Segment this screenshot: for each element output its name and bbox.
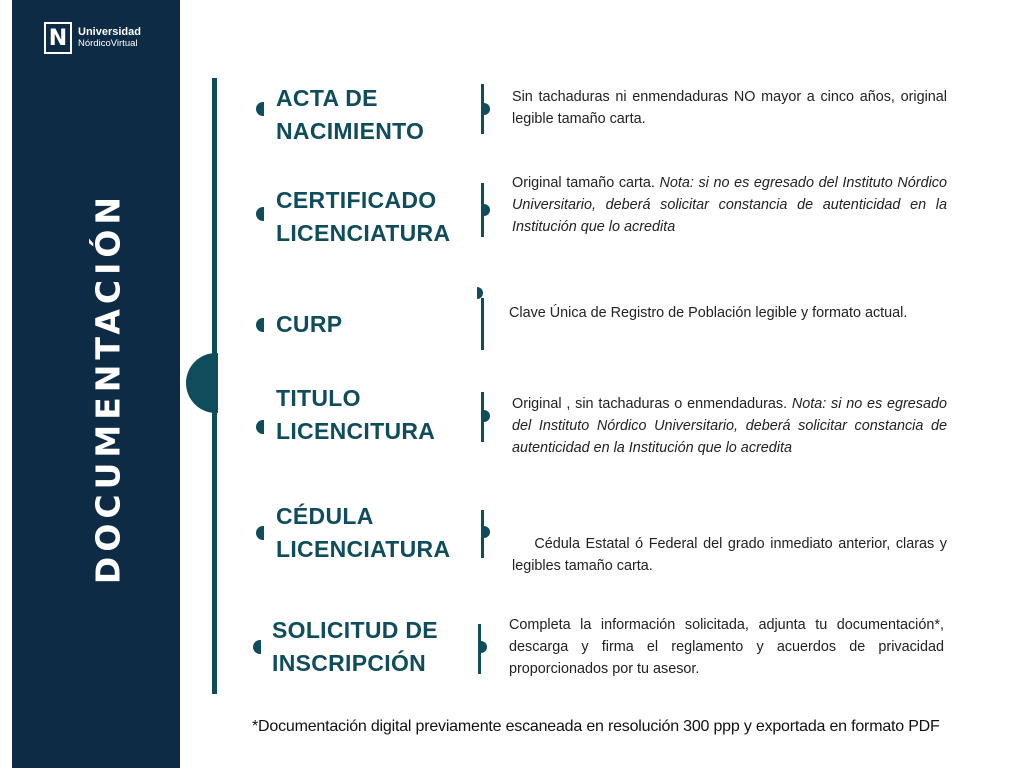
divider-dot (484, 103, 490, 115)
divider-line (481, 298, 484, 350)
description-text: Clave Única de Registro de Población legible y formato actual. (509, 305, 908, 321)
heading-line: NACIMIENTO (276, 118, 425, 144)
heading-line: ACTA DE (276, 85, 378, 111)
item-heading-certificado (276, 184, 450, 250)
logo-line-2: NórdicoVirtual (78, 37, 138, 49)
sidebar (12, 0, 180, 768)
description-text: Original , sin tachaduras o enmendaduras. (512, 396, 788, 412)
divider-dot (484, 526, 490, 538)
item-heading-cedula (276, 500, 450, 566)
logo-n-icon: N (44, 22, 72, 54)
footnote: *Documentación digital previamente escaneada en resolución 300 ppp y exportada en formato PDF (252, 718, 940, 735)
description-text: Original tamaño carta. (512, 175, 655, 191)
item-heading-acta (276, 82, 424, 148)
logo-text (78, 27, 141, 49)
logo-line-1: Universidad (78, 26, 141, 39)
item-description-solicitud (509, 614, 944, 680)
page-title: DOCUMENTACIÓN (88, 191, 128, 585)
timeline-dot (256, 420, 264, 434)
timeline-dot (256, 102, 264, 116)
university-logo (44, 14, 141, 62)
heading-line: INSCRIPCIÓN (272, 650, 427, 676)
heading-line: LICENCIATURA (276, 536, 451, 562)
timeline-dot (256, 318, 264, 332)
item-description-curp (509, 302, 945, 324)
item-heading-solicitud (272, 614, 438, 680)
item-description-titulo (512, 393, 947, 459)
timeline-dot (253, 640, 261, 654)
description-note: Nota: si no es egresado del Instituto Nórdico Universitario, deberá solicitar constancia de autenticidad en la Institución que lo acredita (512, 396, 947, 456)
timeline-dot (256, 526, 264, 540)
item-description-certificado (512, 172, 947, 238)
divider-dot (484, 410, 490, 422)
description-text: Sin tachaduras ni enmendaduras NO mayor a cinco años, original legible tamaño carta. (512, 89, 947, 127)
heading-line: SOLICITUD DE (272, 617, 438, 643)
heading-line: CERTIFICADO (276, 187, 437, 213)
item-heading-titulo (276, 382, 435, 448)
heading-line: LICENCIATURA (276, 220, 451, 246)
item-description-acta (512, 86, 947, 130)
heading-line: LICENCITURA (276, 418, 436, 444)
divider-dot (484, 204, 490, 216)
description-text: Completa la información solicitada, adjunta tu documentación*, descarga y firma el reglamento y acuerdos de privacidad proporcionados por tu asesor. (509, 617, 944, 677)
heading-line: CÉDULA (276, 503, 374, 529)
heading-line: CURP (276, 311, 343, 337)
timeline-half-circle (186, 353, 218, 413)
heading-line: TITULO (276, 385, 361, 411)
description-text: Cédula Estatal ó Federal del grado inmediato anterior, claras y legibles tamaño carta. (512, 536, 951, 574)
item-heading-curp (276, 308, 342, 341)
item-description-cedula (512, 511, 951, 577)
description-note: Nota: si no es egresado del Instituto Nórdico Universitario, deberá solicitar constancia de autenticidad en la Institución que lo acredita (512, 175, 947, 235)
timeline-dot (256, 207, 264, 221)
divider-dot (481, 641, 487, 653)
